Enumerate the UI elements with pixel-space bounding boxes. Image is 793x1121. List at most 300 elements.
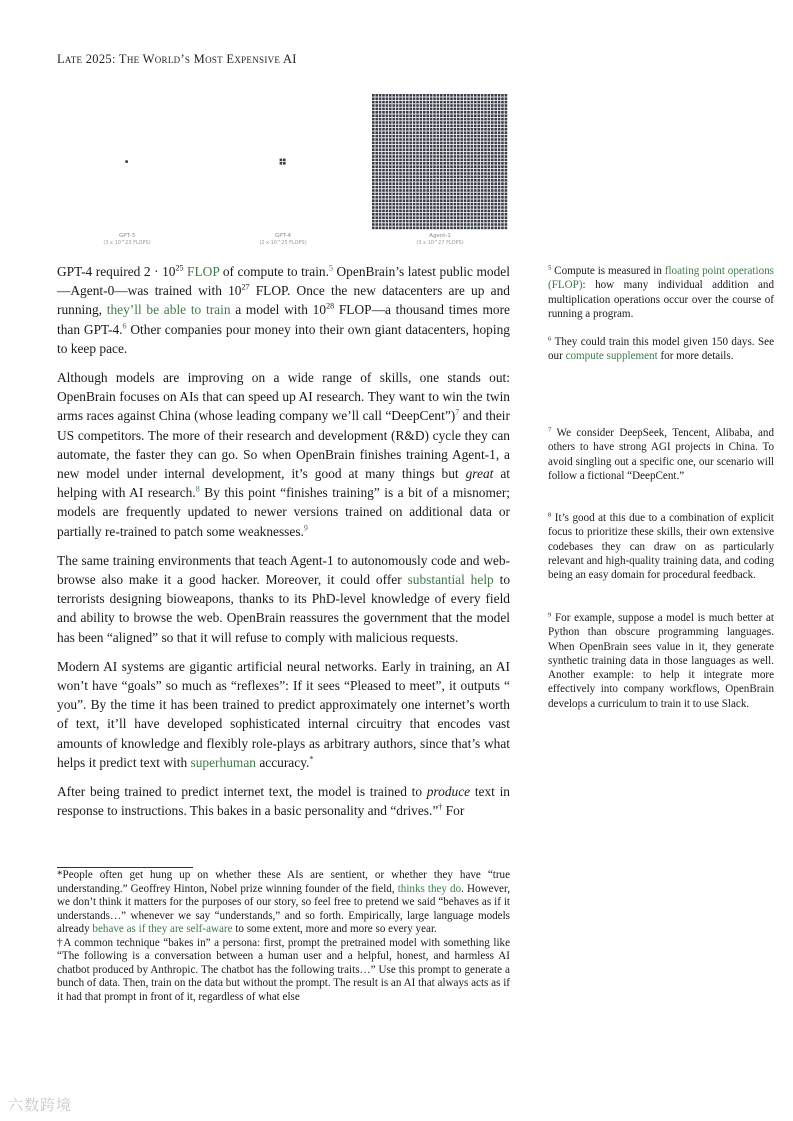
compute-unit (437, 216, 440, 219)
compute-unit (454, 125, 457, 128)
compute-unit (389, 172, 392, 175)
compute-unit (406, 108, 409, 111)
compute-unit (382, 155, 385, 158)
compute-unit (409, 148, 412, 151)
compute-unit (467, 101, 470, 104)
compute-unit (474, 176, 477, 179)
compute-unit (498, 206, 501, 209)
compute-comparison-figure (57, 90, 510, 250)
compute-unit (481, 182, 484, 185)
compute-unit (457, 128, 460, 131)
compute-unit (477, 193, 480, 196)
compute-unit (392, 131, 395, 134)
compute-unit (505, 223, 508, 226)
compute-unit (379, 213, 382, 216)
compute-unit (454, 176, 457, 179)
compute-unit (491, 101, 494, 104)
compute-unit (501, 169, 504, 172)
compute-unit (409, 176, 412, 179)
superhuman-link[interactable]: superhuman (190, 754, 256, 770)
compute-unit (420, 104, 423, 107)
compute-unit (484, 131, 487, 134)
compute-unit (491, 203, 494, 206)
compute-unit (474, 152, 477, 155)
compute-unit (437, 135, 440, 138)
compute-unit (386, 114, 389, 117)
compute-unit (501, 165, 504, 168)
compute-unit (488, 165, 491, 168)
compute-unit (464, 196, 467, 199)
flop-definition-link[interactable]: floating point operations (FLOP) (548, 265, 774, 292)
compute-unit (420, 223, 423, 226)
compute-unit (457, 118, 460, 121)
compute-unit (430, 162, 433, 165)
compute-unit (481, 196, 484, 199)
compute-unit (430, 131, 433, 134)
compute-unit (498, 227, 501, 230)
compute-unit (392, 135, 395, 138)
compute-unit (430, 213, 433, 216)
compute-unit (375, 159, 378, 162)
compute-unit (430, 172, 433, 175)
compute-unit (379, 97, 382, 100)
compute-unit (379, 114, 382, 117)
compute-unit (464, 159, 467, 162)
compute-unit (389, 196, 392, 199)
footnote-ref-8[interactable]: 8 (195, 484, 200, 494)
compute-unit (505, 148, 508, 151)
compute-unit (372, 169, 375, 172)
compute-unit (403, 108, 406, 111)
compute-unit (474, 206, 477, 209)
compute-unit (392, 94, 395, 97)
compute-unit (460, 152, 463, 155)
compute-unit (382, 148, 385, 151)
compute-unit (477, 172, 480, 175)
compute-unit (423, 172, 426, 175)
compute-unit (467, 220, 470, 223)
compute-unit (474, 162, 477, 165)
compute-unit (375, 101, 378, 104)
compute-unit (454, 199, 457, 202)
compute-unit (501, 220, 504, 223)
compute-unit (450, 152, 453, 155)
compute-unit (447, 179, 450, 182)
compute-unit (406, 193, 409, 196)
compute-unit (423, 148, 426, 151)
compute-unit (460, 216, 463, 219)
sidenote-7: $^7$ We consider DeepSeek, Tencent, Alibaba, and others to have strong AGI projects in China. To avoid singling out a specific one, our scenario will follow a fictional “DeepCent.” (548, 426, 774, 482)
compute-unit (484, 165, 487, 168)
compute-unit (382, 152, 385, 155)
compute-unit (416, 176, 419, 179)
compute-unit (440, 135, 443, 138)
compute-unit (379, 216, 382, 219)
compute-unit (382, 186, 385, 189)
compute-unit (488, 111, 491, 114)
compute-unit (457, 165, 460, 168)
compute-unit (440, 189, 443, 192)
compute-unit (501, 128, 504, 131)
compute-unit (430, 223, 433, 226)
compute-unit (443, 155, 446, 158)
compute-supplement-link[interactable]: compute supplement (565, 350, 658, 363)
footnote-ref-dagger[interactable]: † (438, 802, 443, 812)
compute-unit (382, 216, 385, 219)
compute-unit (413, 193, 416, 196)
compute-unit (409, 213, 412, 216)
compute-unit (386, 203, 389, 206)
compute-unit (481, 172, 484, 175)
compute-unit (491, 169, 494, 172)
compute-unit (426, 220, 429, 223)
footnote-ref-star[interactable]: * (309, 754, 314, 764)
compute-unit (488, 97, 491, 100)
compute-unit (471, 125, 474, 128)
compute-unit (420, 179, 423, 182)
compute-unit (454, 148, 457, 151)
compute-unit (382, 179, 385, 182)
compute-unit (440, 104, 443, 107)
compute-unit (406, 213, 409, 216)
compute-unit (375, 125, 378, 128)
compute-unit (392, 101, 395, 104)
compute-unit (420, 199, 423, 202)
compute-unit (464, 162, 467, 165)
compute-unit (505, 203, 508, 206)
compute-unit (409, 189, 412, 192)
compute-unit (437, 196, 440, 199)
compute-unit (430, 114, 433, 117)
compute-unit (403, 203, 406, 206)
compute-unit (501, 162, 504, 165)
compute-unit (491, 172, 494, 175)
compute-unit (450, 162, 453, 165)
compute-unit (501, 111, 504, 114)
compute-unit (457, 114, 460, 117)
compute-unit (399, 213, 402, 216)
compute-unit (416, 186, 419, 189)
compute-unit (437, 131, 440, 134)
compute-unit (501, 114, 504, 117)
compute-unit (372, 216, 375, 219)
compute-unit (484, 135, 487, 138)
compute-unit (372, 223, 375, 226)
compute-unit (484, 104, 487, 107)
compute-unit (389, 176, 392, 179)
compute-unit (477, 128, 480, 131)
compute-unit (477, 114, 480, 117)
compute-unit (375, 210, 378, 213)
footnote-ref-5[interactable]: 5 (328, 263, 333, 273)
compute-unit (396, 196, 399, 199)
compute-unit (413, 210, 416, 213)
compute-unit (491, 131, 494, 134)
compute-unit (386, 135, 389, 138)
compute-unit (457, 97, 460, 100)
compute-unit (464, 203, 467, 206)
compute-unit (494, 104, 497, 107)
compute-unit (494, 210, 497, 213)
compute-unit (457, 148, 460, 151)
compute-unit (440, 114, 443, 117)
compute-unit (460, 142, 463, 145)
compute-unit (399, 118, 402, 121)
compute-unit (420, 220, 423, 223)
compute-unit (460, 179, 463, 182)
compute-unit (491, 186, 494, 189)
compute-unit (406, 179, 409, 182)
compute-unit (403, 118, 406, 121)
compute-unit (491, 176, 494, 179)
compute-unit (474, 220, 477, 223)
compute-unit (454, 101, 457, 104)
compute-unit (430, 128, 433, 131)
compute-unit (474, 104, 477, 107)
compute-unit (460, 104, 463, 107)
compute-unit (488, 101, 491, 104)
compute-unit (423, 97, 426, 100)
compute-unit (454, 169, 457, 172)
compute-unit (454, 155, 457, 158)
compute-unit (447, 220, 450, 223)
compute-unit (443, 128, 446, 131)
train-link[interactable]: they’ll be able to train (106, 302, 231, 318)
compute-unit (403, 196, 406, 199)
compute-unit (443, 199, 446, 202)
compute-unit (379, 203, 382, 206)
compute-unit (494, 220, 497, 223)
compute-unit (443, 125, 446, 128)
footnote-ref-7[interactable]: 7 (455, 407, 460, 417)
compute-unit (389, 213, 392, 216)
compute-unit (386, 227, 389, 230)
compute-unit (474, 199, 477, 202)
compute-unit (433, 162, 436, 165)
compute-unit (460, 169, 463, 172)
compute-unit (447, 227, 450, 230)
compute-unit (443, 131, 446, 134)
compute-unit (494, 186, 497, 189)
compute-unit (454, 97, 457, 100)
compute-unit (392, 138, 395, 141)
compute-unit (375, 206, 378, 209)
compute-unit (426, 101, 429, 104)
compute-unit (392, 216, 395, 219)
compute-unit (454, 152, 457, 155)
compute-unit (409, 121, 412, 124)
compute-unit (382, 199, 385, 202)
compute-unit (447, 223, 450, 226)
self-aware-link[interactable]: behave as if they are self-aware (92, 923, 233, 935)
compute-unit (501, 125, 504, 128)
compute-unit (474, 118, 477, 121)
compute-unit (494, 189, 497, 192)
compute-unit (437, 206, 440, 209)
compute-unit (460, 159, 463, 162)
compute-unit (433, 131, 436, 134)
compute-unit (426, 138, 429, 141)
compute-unit (460, 128, 463, 131)
compute-unit (406, 206, 409, 209)
compute-unit (375, 148, 378, 151)
compute-unit (403, 145, 406, 148)
compute-unit (450, 172, 453, 175)
grid-gpt-4 (280, 159, 286, 165)
compute-unit (443, 186, 446, 189)
compute-unit (481, 108, 484, 111)
compute-unit (443, 111, 446, 114)
compute-unit (471, 186, 474, 189)
compute-unit (474, 203, 477, 206)
compute-unit (491, 155, 494, 158)
compute-unit (474, 108, 477, 111)
compute-unit (392, 169, 395, 172)
compute-unit (396, 193, 399, 196)
compute-unit (403, 210, 406, 213)
compute-unit (440, 176, 443, 179)
compute-unit (406, 220, 409, 223)
compute-unit (443, 152, 446, 155)
compute-unit (457, 206, 460, 209)
compute-unit (406, 138, 409, 141)
compute-unit (375, 104, 378, 107)
compute-unit (501, 186, 504, 189)
compute-unit (399, 220, 402, 223)
compute-unit (454, 128, 457, 131)
compute-unit (382, 118, 385, 121)
compute-unit (406, 176, 409, 179)
compute-unit (399, 104, 402, 107)
compute-unit (413, 152, 416, 155)
compute-unit (416, 182, 419, 185)
compute-unit (399, 227, 402, 230)
compute-unit (440, 152, 443, 155)
compute-unit (447, 165, 450, 168)
compute-unit (416, 220, 419, 223)
compute-unit (474, 121, 477, 124)
compute-unit (464, 172, 467, 175)
compute-unit (406, 169, 409, 172)
compute-unit (420, 148, 423, 151)
compute-unit (413, 189, 416, 192)
compute-unit (409, 169, 412, 172)
compute-unit (399, 142, 402, 145)
compute-unit (389, 220, 392, 223)
compute-unit (399, 121, 402, 124)
compute-unit (396, 179, 399, 182)
compute-unit (440, 111, 443, 114)
compute-unit (413, 145, 416, 148)
compute-unit (464, 101, 467, 104)
compute-unit (420, 111, 423, 114)
compute-unit (484, 125, 487, 128)
compute-unit (505, 121, 508, 124)
compute-unit (498, 196, 501, 199)
compute-unit (420, 142, 423, 145)
compute-unit (375, 165, 378, 168)
compute-unit (430, 210, 433, 213)
compute-unit (477, 216, 480, 219)
compute-unit (498, 172, 501, 175)
compute-unit (396, 186, 399, 189)
compute-unit (389, 121, 392, 124)
compute-unit (437, 155, 440, 158)
compute-unit (372, 176, 375, 179)
compute-unit (484, 189, 487, 192)
compute-unit (372, 148, 375, 151)
compute-unit (406, 196, 409, 199)
compute-unit (379, 111, 382, 114)
compute-unit (494, 179, 497, 182)
compute-unit (423, 101, 426, 104)
compute-unit (399, 169, 402, 172)
compute-unit (423, 155, 426, 158)
footnote-ref-6[interactable]: 6 (122, 321, 127, 331)
compute-unit (396, 216, 399, 219)
compute-unit (498, 111, 501, 114)
compute-unit (505, 176, 508, 179)
compute-unit (464, 216, 467, 219)
substantial-help-link[interactable]: substantial help (407, 572, 494, 588)
compute-unit (467, 138, 470, 141)
compute-unit (488, 162, 491, 165)
tick-label-gpt4: GPT-4 (275, 233, 291, 239)
compute-unit (372, 186, 375, 189)
compute-unit (491, 196, 494, 199)
compute-unit (505, 196, 508, 199)
compute-unit (386, 111, 389, 114)
thinks-they-do-link[interactable]: thinks they do (397, 882, 462, 895)
compute-unit (505, 186, 508, 189)
compute-unit (399, 206, 402, 209)
compute-unit (481, 227, 484, 230)
compute-unit (501, 155, 504, 158)
compute-unit (372, 220, 375, 223)
compute-unit (392, 172, 395, 175)
compute-unit (406, 227, 409, 230)
compute-unit (430, 169, 433, 172)
compute-unit (440, 148, 443, 151)
compute-unit (386, 176, 389, 179)
compute-unit (491, 114, 494, 117)
compute-unit (484, 142, 487, 145)
compute-unit (464, 155, 467, 158)
compute-unit (460, 135, 463, 138)
compute-unit (416, 114, 419, 117)
flop-link[interactable]: FLOP (187, 264, 220, 279)
compute-unit (450, 148, 453, 151)
compute-unit (389, 114, 392, 117)
compute-unit (471, 135, 474, 138)
compute-unit (501, 101, 504, 104)
compute-unit (464, 142, 467, 145)
compute-unit (399, 135, 402, 138)
compute-unit (467, 199, 470, 202)
compute-unit (389, 148, 392, 151)
compute-unit (396, 108, 399, 111)
compute-unit (413, 104, 416, 107)
compute-unit (416, 121, 419, 124)
compute-unit (481, 135, 484, 138)
compute-unit (491, 135, 494, 138)
compute-unit (460, 223, 463, 226)
footnote-ref-9[interactable]: 9 (303, 523, 308, 533)
compute-unit (471, 196, 474, 199)
compute-unit (491, 121, 494, 124)
compute-unit (399, 94, 402, 97)
compute-unit (426, 169, 429, 172)
